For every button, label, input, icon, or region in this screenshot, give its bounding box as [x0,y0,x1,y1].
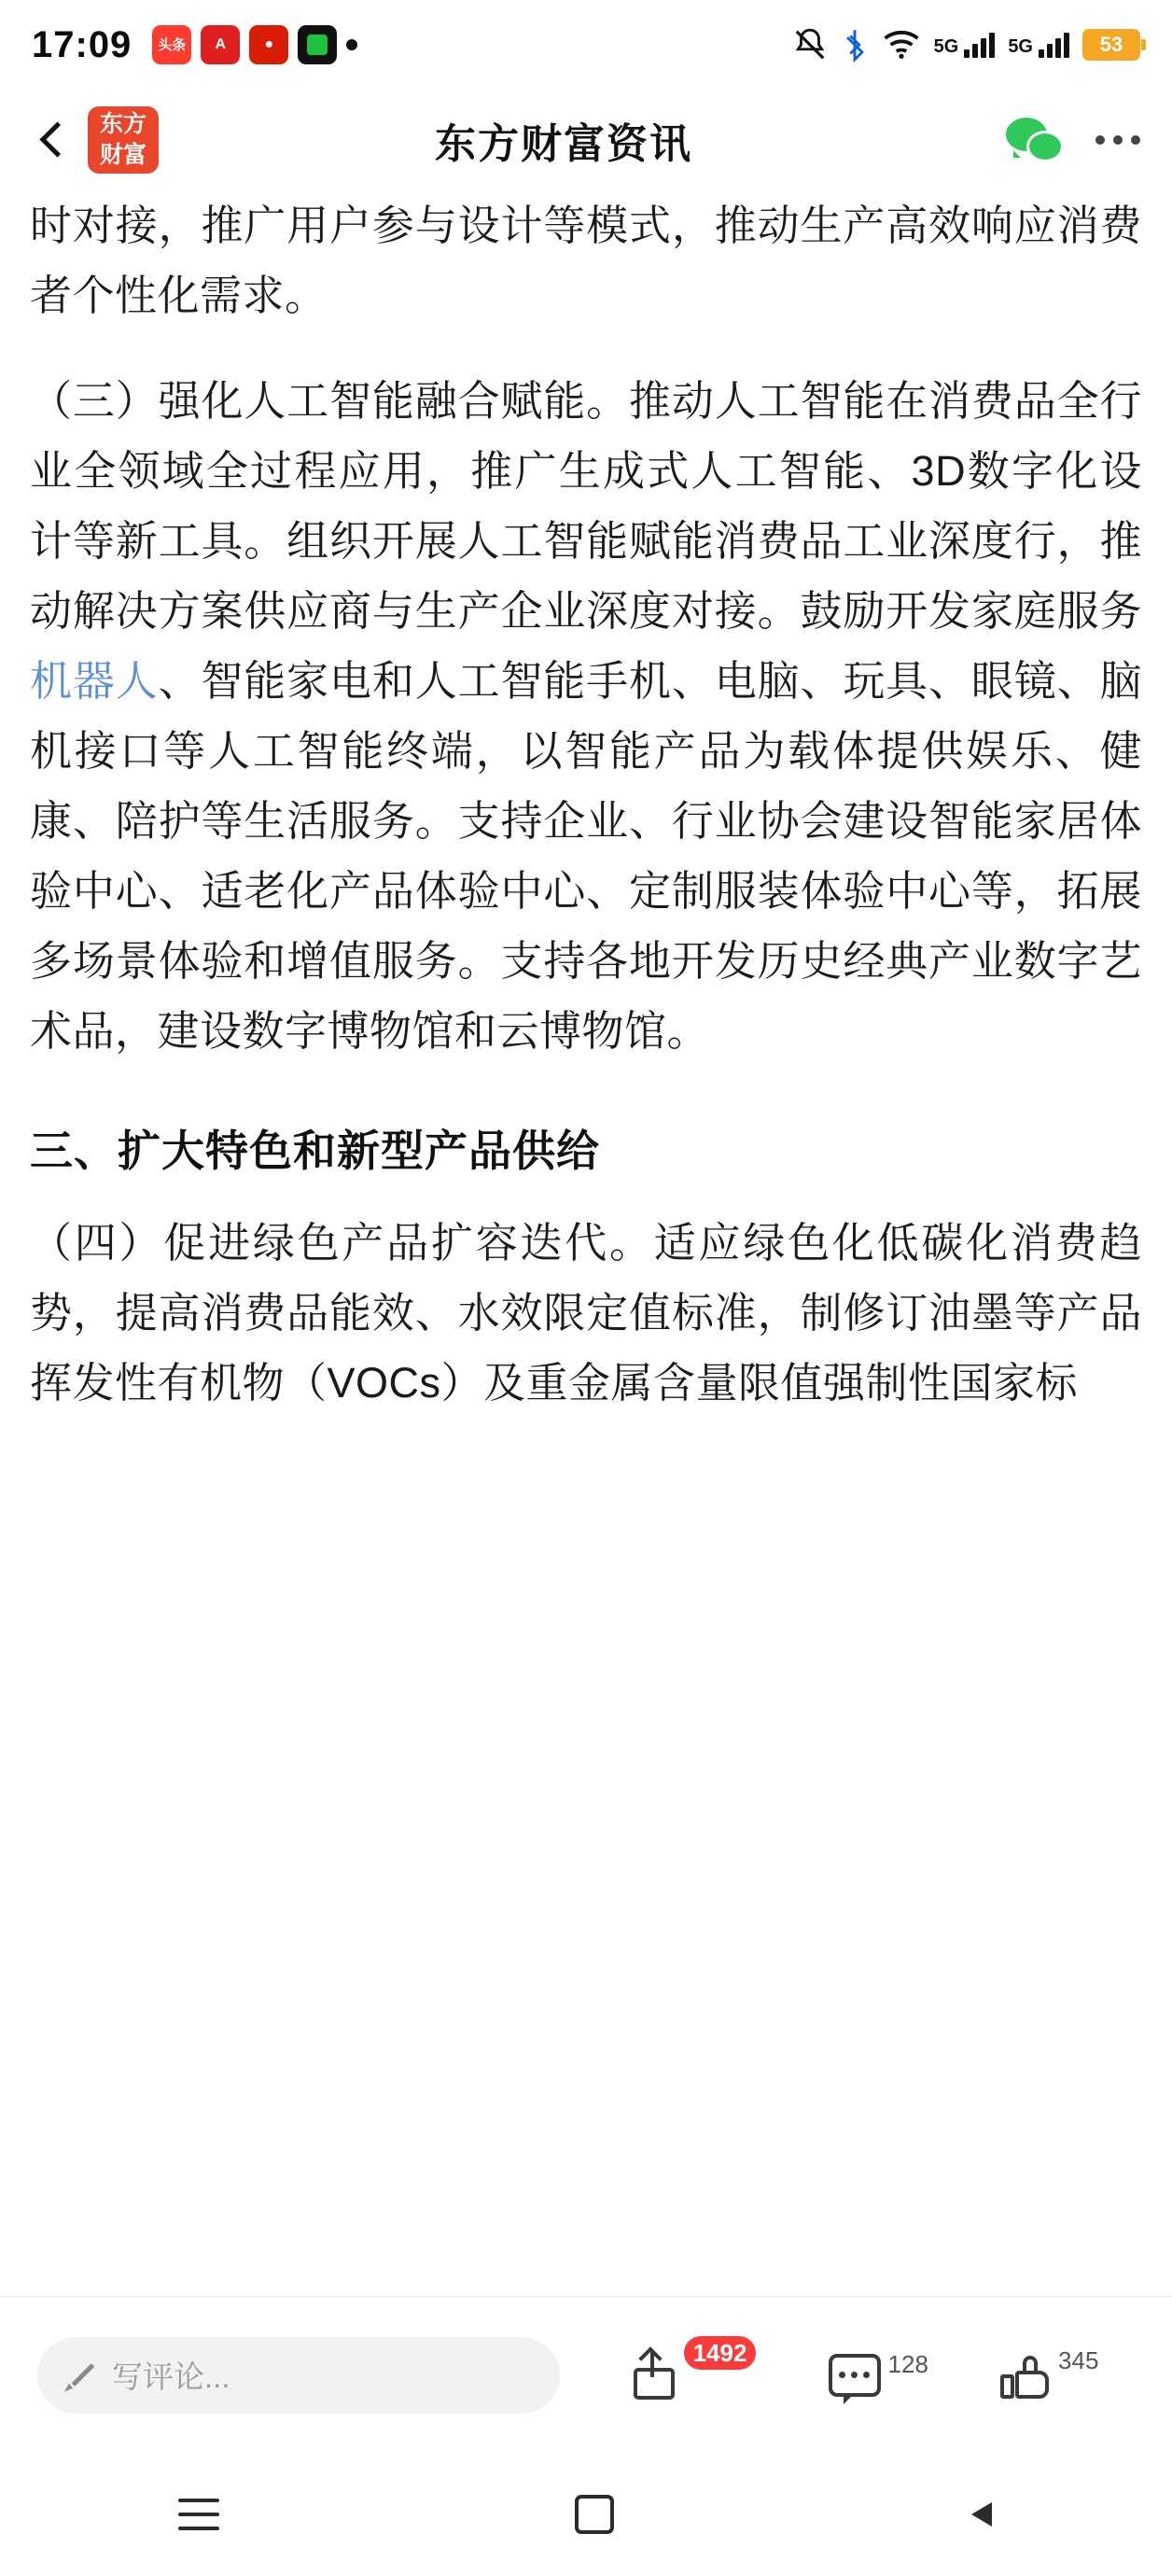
red-dot-icon: ● [249,25,288,64]
paragraph-ai-part1: （三）强化人工智能融合赋能。推动人工智能在消费品全行业全领域全过程应用，推广生成式人工智能、3D数字化设计等新工具。组织开展人工智能赋能消费品工业深度行，推动解决方案供应商与生产企业深度对接。鼓励开发家庭服务 [30,377,1142,635]
wechat-icon[interactable] [1006,116,1064,164]
menu-icon[interactable] [178,2499,219,2530]
back-triangle-icon[interactable] [970,2499,994,2530]
home-square-icon[interactable] [575,2495,614,2534]
red-a-icon: A [201,25,240,64]
system-nav-bar [0,2453,1172,2576]
comment-button[interactable] [829,2349,928,2397]
pencil-icon [63,2359,95,2391]
status-bar [0,0,1172,90]
like-button[interactable] [1000,2345,1099,2401]
status-notification-icons [152,25,791,64]
bell-muted-icon [792,27,828,63]
toutiao-icon: 头条 [152,25,191,64]
comment-placeholder: 写评论... [112,2359,230,2394]
share-badge: 1492 [684,2336,757,2370]
article-body[interactable] [0,190,1172,2296]
comment-input[interactable] [37,2337,560,2414]
page-title: 东方财富资讯 [435,121,692,167]
bottom-action-bar [0,2296,1172,2453]
like-count: 345 [1058,2345,1099,2374]
section-heading: 三、扩大特色和新型产品供给 [30,1127,600,1175]
more-dots-icon[interactable] [1095,135,1140,145]
action-buttons [560,2338,1135,2401]
brand-badge-line1: 东方 [99,111,146,137]
thumbs-up-icon [1000,2350,1051,2401]
share-icon [634,2351,680,2400]
share-button[interactable] [634,2338,757,2400]
wifi-icon [882,29,921,61]
paragraph-continued: 时对接，推广用户参与设计等模式，推动生产高效响应消费者个性化需求。 [30,202,1142,319]
app-header [0,90,1172,190]
network-indicator-1: 5G [934,33,996,58]
paragraph-ai-part2: 、智能家电和人工智能手机、电脑、玩具、眼镜、脑机接口等人工智能终端，以智能产品为载体提供娱乐、健康、陪护等生活服务。支持企业、行业协会建设智能家居体验中心、适老化产品体验中心、定制服装体验中心等，拓展多场景体验和增值服务。支持各地开发历史经典产业数字艺术品，建设数字博物馆和云博物馆。 [30,657,1142,1055]
inline-link-robot[interactable]: 机器人 [30,657,159,705]
back-chevron-icon[interactable] [32,119,75,161]
status-system-icons [792,27,1140,63]
comment-count: 128 [887,2349,928,2378]
paragraph-ai [30,366,1142,1066]
green-square-icon [298,25,337,64]
paragraph-green-products: （四）促进绿色产品扩容迭代。适应绿色化低碳化消费趋势，提高消费品能效、水效限定值标准，制修订油墨等产品挥发性有机物（VOCs）及重金属含量限值强制性国家标 [30,1219,1142,1407]
dot-icon [346,39,357,50]
status-time: 17:09 [32,23,133,65]
brand-badge-line2: 财富 [99,142,146,168]
comment-bubble-icon [829,2354,881,2397]
network-indicator-2: 5G [1008,33,1069,58]
battery-indicator: 53 [1082,29,1140,61]
bluetooth-icon [841,27,869,63]
